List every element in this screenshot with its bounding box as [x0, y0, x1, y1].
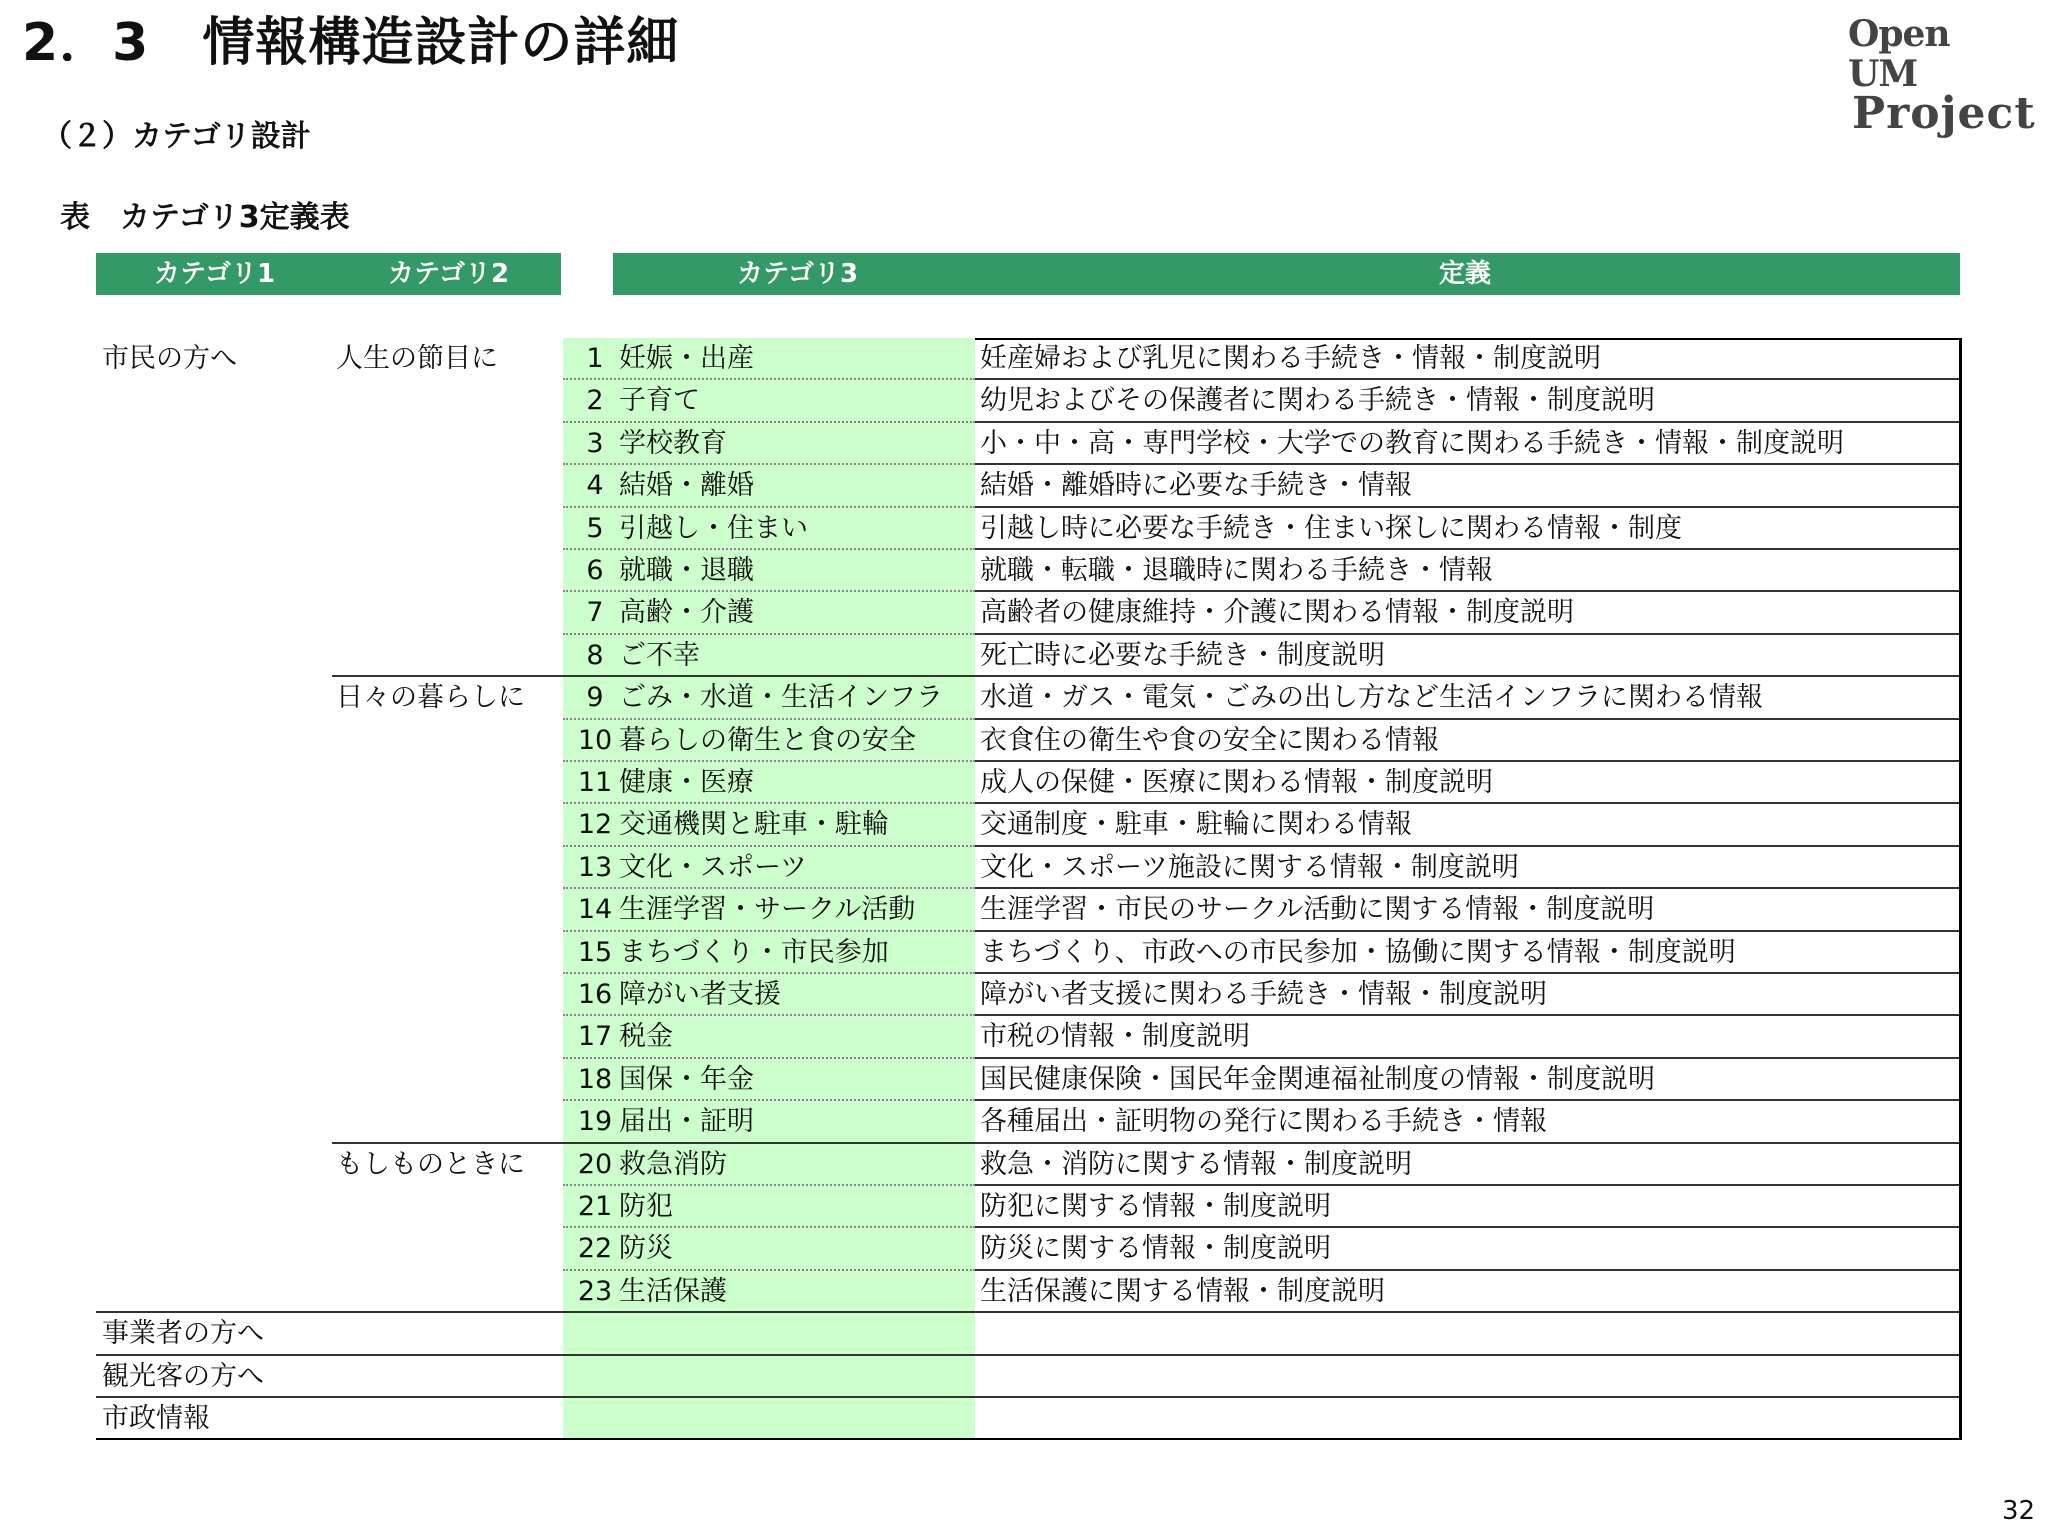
cell-number: 4: [586, 470, 604, 502]
cell-category-3: 生活保護: [619, 1275, 727, 1307]
cell-number: 22: [577, 1233, 613, 1265]
table-row: [96, 508, 1960, 550]
cell-number: 7: [586, 597, 604, 629]
cell-definition: 生涯学習・市民のサークル活動に関する情報・制度説明: [980, 894, 1655, 926]
table-row: [96, 1356, 1960, 1398]
cell-number: 12: [577, 809, 613, 841]
cell-category-3: ご不幸: [619, 639, 700, 671]
cell-definition: 幼児およびその保護者に関わる手続き・情報・制度説明: [980, 385, 1655, 417]
table-right-border: [1959, 338, 1962, 1440]
table-row: [96, 1144, 1960, 1186]
table-header-left: [96, 253, 561, 295]
table-row: [96, 338, 1960, 380]
table-row: [96, 720, 1960, 762]
table-row: [96, 635, 1960, 677]
cell-definition: 引越し時に必要な手続き・住まい探しに関わる情報・制度: [980, 512, 1682, 544]
table-row: [96, 1186, 1960, 1228]
cell-definition: 国民健康保険・国民年金関連福祉制度の情報・制度説明: [980, 1063, 1655, 1095]
cell-number: 19: [577, 1106, 613, 1138]
cell-category-3: 引越し・住まい: [619, 512, 808, 544]
cell-category-1: 市民の方へ: [102, 343, 237, 374]
table-row: [96, 1271, 1960, 1313]
header-category-3: カテゴリ3: [737, 259, 859, 289]
cell-definition: 死亡時に必要な手続き・制度説明: [980, 639, 1385, 671]
page-number: 32: [2002, 1496, 2036, 1526]
cell-definition: 交通制度・駐車・駐輪に関わる情報: [980, 809, 1412, 841]
cell-number: 9: [586, 682, 604, 714]
cell-number: 6: [586, 555, 604, 586]
table-row: [96, 677, 1960, 719]
table-row: [96, 380, 1960, 422]
cell-number: 10: [577, 724, 613, 756]
cell-definition: 結婚・離婚時に必要な手続き・情報: [980, 470, 1412, 502]
table-row: [96, 804, 1960, 846]
cell-category-3: ごみ・水道・生活インフラ: [619, 682, 943, 714]
cell-number: 8: [586, 639, 604, 671]
cell-category-3: まちづくり・市民参加: [619, 936, 889, 968]
table-row: [96, 423, 1960, 465]
table-row: [96, 465, 1960, 507]
cell-definition: 救急・消防に関する情報・制度説明: [980, 1148, 1412, 1180]
cell-category-3: 国保・年金: [619, 1063, 754, 1095]
header-category-1: カテゴリ1: [154, 259, 276, 289]
cell-category-3: 防災: [619, 1233, 673, 1265]
cell-number: 20: [577, 1148, 613, 1180]
table-row: [96, 1228, 1960, 1270]
cell-number: 17: [577, 1021, 613, 1053]
header-definition: 定義: [1439, 259, 1492, 289]
cell-definition: 小・中・高・専門学校・大学での教育に関わる手続き・情報・制度説明: [980, 427, 1844, 459]
cell-definition: 高齢者の健康維持・介護に関わる情報・制度説明: [980, 597, 1574, 629]
cell-definition: 水道・ガス・電気・ごみの出し方など生活インフラに関わる情報: [980, 682, 1763, 714]
cell-definition: 成人の保健・医療に関わる情報・制度説明: [980, 767, 1493, 798]
cell-definition: 衣食住の衛生や食の安全に関わる情報: [980, 724, 1439, 756]
cell-number: 18: [577, 1063, 613, 1095]
cell-definition: 妊産婦および乳児に関わる手続き・情報・制度説明: [980, 343, 1601, 374]
cell-number: 14: [577, 894, 613, 926]
cell-category-3: 届出・証明: [619, 1106, 754, 1138]
table-row: [96, 847, 1960, 889]
table-row: [96, 974, 1960, 1016]
cell-number: 3: [586, 427, 604, 459]
cell-category-3: 暮らしの衛生と食の安全: [619, 724, 916, 756]
section-subtitle: （２）カテゴリ設計: [42, 119, 311, 154]
cell-definition: 障がい者支援に関わる手続き・情報・制度説明: [980, 979, 1547, 1010]
cell-definition: 防災に関する情報・制度説明: [980, 1233, 1331, 1265]
cell-definition: 防犯に関する情報・制度説明: [980, 1191, 1331, 1222]
cell-category-1: 観光客の方へ: [102, 1360, 264, 1392]
cell-category-3: 税金: [619, 1021, 673, 1053]
open-um-project-logo: [1848, 13, 2036, 139]
cell-definition: 文化・スポーツ施設に関する情報・制度説明: [980, 851, 1519, 883]
category-table: [96, 338, 1960, 1440]
table-row: [96, 550, 1960, 592]
cell-number: 21: [577, 1191, 613, 1222]
cell-definition: まちづくり、市政への市民参加・協働に関する情報・制度説明: [980, 936, 1736, 968]
cell-number: 16: [577, 979, 613, 1010]
cell-category-3: 生涯学習・サークル活動: [619, 894, 916, 926]
cell-category-3: 結婚・離婚: [619, 470, 754, 502]
cell-category-2: 人生の節目に: [336, 343, 498, 374]
table-row: [96, 1101, 1960, 1143]
table-row: [96, 1059, 1960, 1101]
logo-line-1: Open UM: [1848, 13, 1950, 95]
cell-category-3: 妊娠・出産: [619, 343, 754, 374]
header-category-2: カテゴリ2: [388, 259, 510, 289]
cell-category-2: 日々の暮らしに: [336, 682, 525, 714]
page-title: 2．3 情報構造設計の詳細: [22, 13, 680, 73]
cell-number: 13: [577, 851, 613, 883]
table-row: [96, 1398, 1960, 1440]
cell-number: 2: [586, 385, 604, 417]
cell-number: 11: [577, 767, 613, 798]
cell-category-3: 防犯: [619, 1191, 673, 1222]
cell-definition: 各種届出・証明物の発行に関わる手続き・情報: [980, 1106, 1547, 1138]
table-row: [96, 1016, 1960, 1058]
cell-category-3: 文化・スポーツ: [619, 851, 807, 883]
table-header-right: [613, 253, 1960, 295]
cell-category-3: 学校教育: [619, 427, 727, 459]
table-row: [96, 889, 1960, 931]
cell-number: 1: [586, 343, 604, 374]
cell-category-3: 障がい者支援: [619, 979, 781, 1010]
table-row: [96, 592, 1960, 634]
cell-number: 5: [586, 512, 604, 544]
cell-number: 15: [577, 936, 613, 968]
cell-category-3: 健康・医療: [619, 767, 754, 798]
table-bottom-border: [96, 1438, 1962, 1440]
cell-category-1: 事業者の方へ: [102, 1318, 264, 1350]
cell-definition: 生活保護に関する情報・制度説明: [980, 1275, 1385, 1307]
table-row: [96, 762, 1960, 804]
logo-line-2: Project: [1852, 88, 2036, 139]
table-title: 表 カテゴリ3定義表: [60, 200, 350, 235]
cell-number: 23: [577, 1275, 613, 1307]
cell-category-3: 救急消防: [619, 1148, 727, 1180]
cell-category-3: 就職・退職: [619, 555, 754, 586]
table-row: [96, 932, 1960, 974]
cell-definition: 市税の情報・制度説明: [980, 1021, 1250, 1053]
cell-category-3: 子育て: [619, 385, 700, 417]
cell-category-2: もしものときに: [336, 1148, 525, 1180]
cell-category-1: 市政情報: [102, 1403, 210, 1434]
cell-definition: 就職・転職・退職時に関わる手続き・情報: [980, 555, 1493, 586]
cell-category-3: 高齢・介護: [619, 597, 754, 629]
cell-category-3: 交通機関と駐車・駐輪: [619, 809, 889, 841]
table-row: [96, 1313, 1960, 1355]
